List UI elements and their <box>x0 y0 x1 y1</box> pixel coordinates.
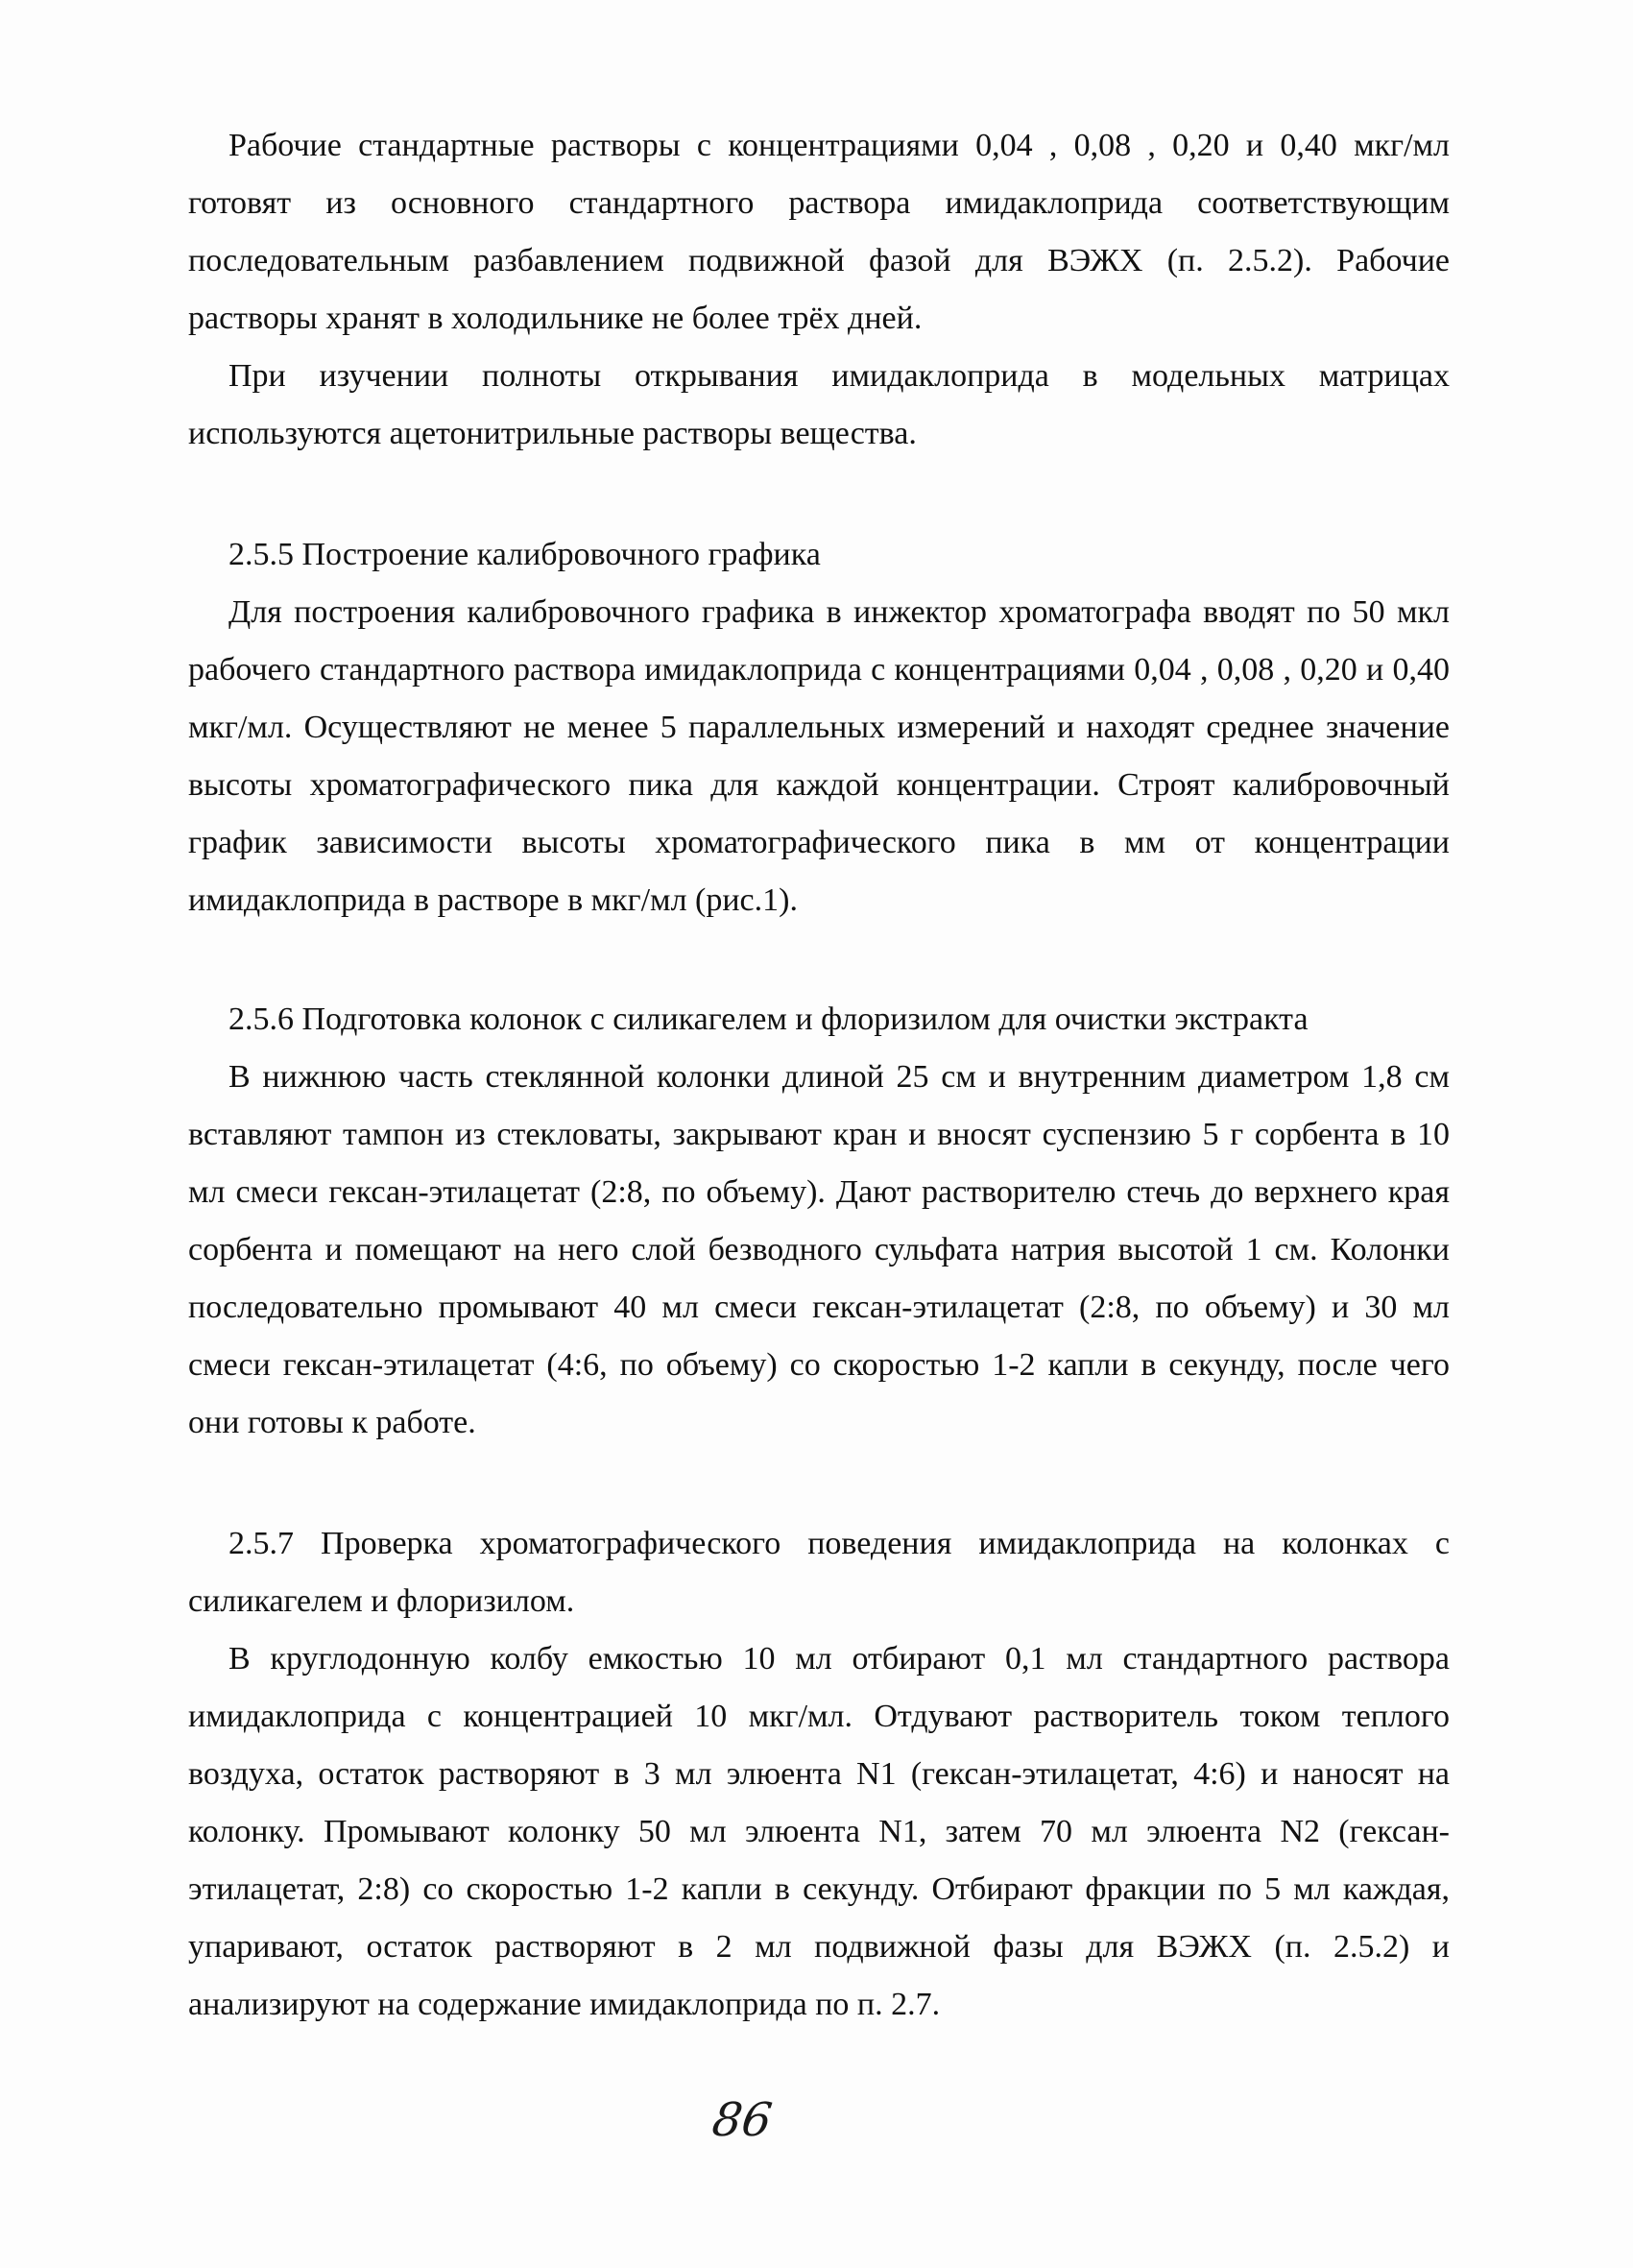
paragraph-chromatographic-check: В круглодонную колбу емкостью 10 мл отбирают 0,1 мл стандартного раствора имидаклоприда с концентрацией 10 мкг/мл. Отдувают растворитель током теплого воздуха, остаток растворяют в 3 мл элюента N1 (гексан-этилацетат, 4:6) и наносят на колонку. Промывают колонку 50 мл элюента N1, затем 70 мл элюента N2 (гексан-этилацетат, 2:8) со скоростью 1-2 капли в секунду. Отбирают фракции по 5 мл каждая, упаривают, остаток растворяют в 2 мл подвижной фазы для ВЭЖХ (п. 2.5.2) и анализируют на содержание имидаклоприда по п. 2.7. <box>188 1641 1450 2022</box>
page-number: 86 <box>708 2093 776 2147</box>
paragraph-working-solutions: Рабочие стандартные растворы с концентрациями 0,04 , 0,08 , 0,20 и 0,40 мкг/мл готовят из основного стандартного раствора имидаклоприда соответствующим последовательным разбавлением подвижной фазой для ВЭЖХ (п. 2.5.2). Рабочие растворы хранят в холодильнике не более трёх дней. <box>188 128 1450 336</box>
section-recovery-note <box>188 348 1450 463</box>
heading-2-5-5: 2.5.5 Построение калибровочного графика <box>228 537 821 572</box>
section-2-5-7 <box>188 1515 1450 2034</box>
heading-2-5-7: 2.5.7 Проверка хроматографического поведения имидаклоприда на колонках с силикагелем и флоризилом. <box>188 1526 1450 1619</box>
heading-2-5-6: 2.5.6 Подготовка колонок с силикагелем и флоризилом для очистки экстракта <box>228 1001 1309 1037</box>
section-working-solutions <box>188 117 1450 348</box>
section-2-5-5 <box>188 526 1450 929</box>
section-2-5-6 <box>188 991 1450 1452</box>
paragraph-recovery-note: При изучении полноты открывания имидаклоприда в модельных матрицах используются ацетонитрильные растворы вещества. <box>188 358 1450 451</box>
paragraph-calibration: Для построения калибровочного графика в инжектор хроматографа вводят по 50 мкл рабочего стандартного раствора имидаклоприда с концентрациями 0,04 , 0,08 , 0,20 и 0,40 мкг/мл. Осуществляют не менее 5 параллельных измерений и находят среднее значение высоты хроматографического пика для каждой концентрации. Строят калибровочный график зависимости высоты хроматографического пика в мм от концентрации имидаклоприда в растворе в мкг/мл (рис.1). <box>188 594 1450 918</box>
paragraph-column-preparation: В нижнюю часть стеклянной колонки длиной 25 см и внутренним диаметром 1,8 см вставляют тампон из стекловаты, закрывают кран и вносят суспензию 5 г сорбента в 10 мл смеси гексан-этилацетат (2:8, по объему). Дают растворителю стечь до верхнего края сорбента и помещают на него слой безводного сульфата натрия высотой 1 см. Колонки последовательно промывают 40 мл смеси гексан-этилацетат (2:8, по объему) и 30 мл смеси гексан-этилацетат (4:6, по объему) со скоростью 1-2 капли в секунду, после чего они готовы к работе. <box>188 1059 1450 1440</box>
